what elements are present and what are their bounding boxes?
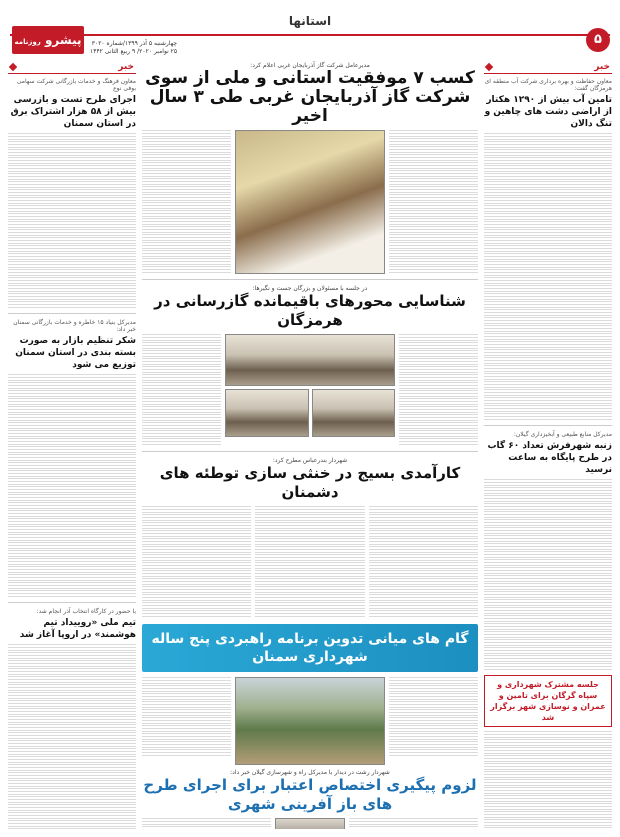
brand-suffix: روزنامه (14, 38, 41, 46)
dateline-persian: چهارشنبه ۵ آذر ۱۳۹۹/شماره ۳۰۲۰ (91, 40, 178, 47)
diamond-icon (9, 62, 17, 70)
lead-article-kicker: مدیرعامل شرکت گاز آذربایجان غربی اعلام کرد: (250, 62, 370, 69)
news-kicker: مدیرکل بنیاد ۱۵ خاطره و خدمات بازرگانی سمنان خبر داد: (13, 319, 136, 333)
brand-name: پیشرو (44, 33, 82, 47)
right-column-tab-label: خبر (594, 61, 610, 72)
news-item (8, 319, 136, 597)
news-headline: زنبه شهرفرش تعداد ۶۰ گاب در طرح پایگاه به ساعت نرسید (487, 441, 612, 475)
news-headline: شکر تنظیم بازار به صورت بسته بندی در استان سمنان توزیع می شود (15, 336, 136, 370)
news-kicker: معاون حفاظت و بهره برداری شرکت آب منطقه ای هرمزگان گفت: (484, 78, 612, 92)
article-body (142, 818, 271, 829)
news-headline: اجرای طرح تست و بازرسی بیش از ۵۸ هزار اشتراک برق در استان سمنان (10, 95, 136, 129)
article-headline: لزوم پیگیری اختصاص اعتبار برای اجرای طرح های باز آفرینی شهری (143, 776, 477, 813)
news-body (8, 374, 136, 597)
official-portrait-photo (235, 130, 385, 274)
section-title: استانها (288, 14, 332, 28)
news-item (8, 78, 136, 308)
meeting-photo (225, 389, 309, 437)
photo-collage (225, 334, 395, 446)
main-column (142, 60, 478, 829)
page-number: ۵ (586, 28, 610, 52)
lead-article-headline: کسب ۷ موفقیت استانی و ملی از سوی شرکت گاز آذربایجان غربی طی ۳ سال اخیر (145, 68, 475, 126)
city-aerial-photo (235, 677, 385, 765)
article-kicker: شهردار رشت در دیدار با مدیرکل راه و شهرسازی گیلان خبر داد: (230, 769, 390, 776)
newspaper-logo (12, 26, 84, 54)
left-news-column (8, 60, 136, 829)
article-headline: شناسایی محورهای باقیمانده گازرسانی در هرمزگان (154, 292, 466, 329)
left-column-tab (8, 60, 136, 74)
divider (142, 451, 478, 452)
news-body (8, 644, 136, 829)
news-body (484, 731, 612, 829)
news-kicker: با حضور در کارگاه انتخاب آذر انجام شد: (36, 608, 136, 615)
meeting-photo (312, 389, 396, 437)
lead-article (142, 62, 478, 274)
news-body (484, 133, 612, 420)
news-body (8, 133, 136, 308)
article-headline: کارآمدی بسیج در خنثی سازی توطئه های دشمنان (159, 464, 461, 501)
article-body (399, 334, 478, 446)
article-body (142, 506, 251, 618)
article-rasht (142, 769, 478, 829)
official-portrait-photo (275, 818, 345, 829)
news-item (484, 78, 612, 420)
divider (142, 279, 478, 280)
news-body (484, 479, 612, 670)
article-body (142, 334, 221, 446)
article-body (369, 506, 478, 618)
diamond-icon (485, 62, 493, 70)
news-kicker: معاون فرهنگ و خدمات بازرگانی شرکت سهامی بوفی نوع (16, 78, 136, 92)
header-divider (10, 34, 610, 36)
article-body (142, 677, 231, 765)
right-news-column (484, 60, 612, 829)
semnan-banner-headline: گام های میانی تدوین برنامه راهبردی پنج ساله شهرداری سمنان (142, 624, 478, 672)
news-headline: تامین آب بیش از ۱۲۹۰ هکتار از اراضی دشت های چاهین و تنگ دالان (484, 95, 612, 129)
news-headline: تیم ملی «روییداد تیم هوشمند» در اروپا آغاز شد (19, 618, 136, 640)
divider (8, 602, 136, 603)
left-column-tab-label: خبر (118, 61, 134, 72)
article-body (349, 818, 478, 829)
news-item (484, 675, 612, 727)
lead-article-body (389, 130, 478, 274)
divider (8, 313, 136, 314)
news-item (484, 431, 612, 670)
news-kicker: مدیرکل منابع طبیعی و آبخیزداری گیلان: (513, 431, 612, 438)
article-kicker: در جلسه با مسئولان و بزرگان جست و نگیرها: (252, 285, 368, 292)
article-gas-hormozgan (142, 285, 478, 446)
dateline-gregorian: ۲۵ نوامبر ۲۰۲۰/ ۹ ربیع الثانی ۱۴۴۲ (90, 48, 178, 55)
article-body (255, 506, 364, 618)
news-item (8, 608, 136, 829)
dateline (90, 40, 177, 56)
right-column-tab (484, 60, 612, 74)
divider (484, 425, 612, 426)
meeting-photo (225, 334, 395, 386)
article-kicker: شهردار بندرعباس مطرح کرد: (272, 457, 348, 464)
lead-article-body (142, 130, 231, 274)
news-headline: جلسه مشترک شهرداری و سپاه گرگان برای تامین و عمران و نوسازی شهر برگزار شد (490, 680, 606, 722)
page-header (10, 8, 610, 56)
article-basij (142, 457, 478, 618)
article-body (389, 677, 478, 765)
